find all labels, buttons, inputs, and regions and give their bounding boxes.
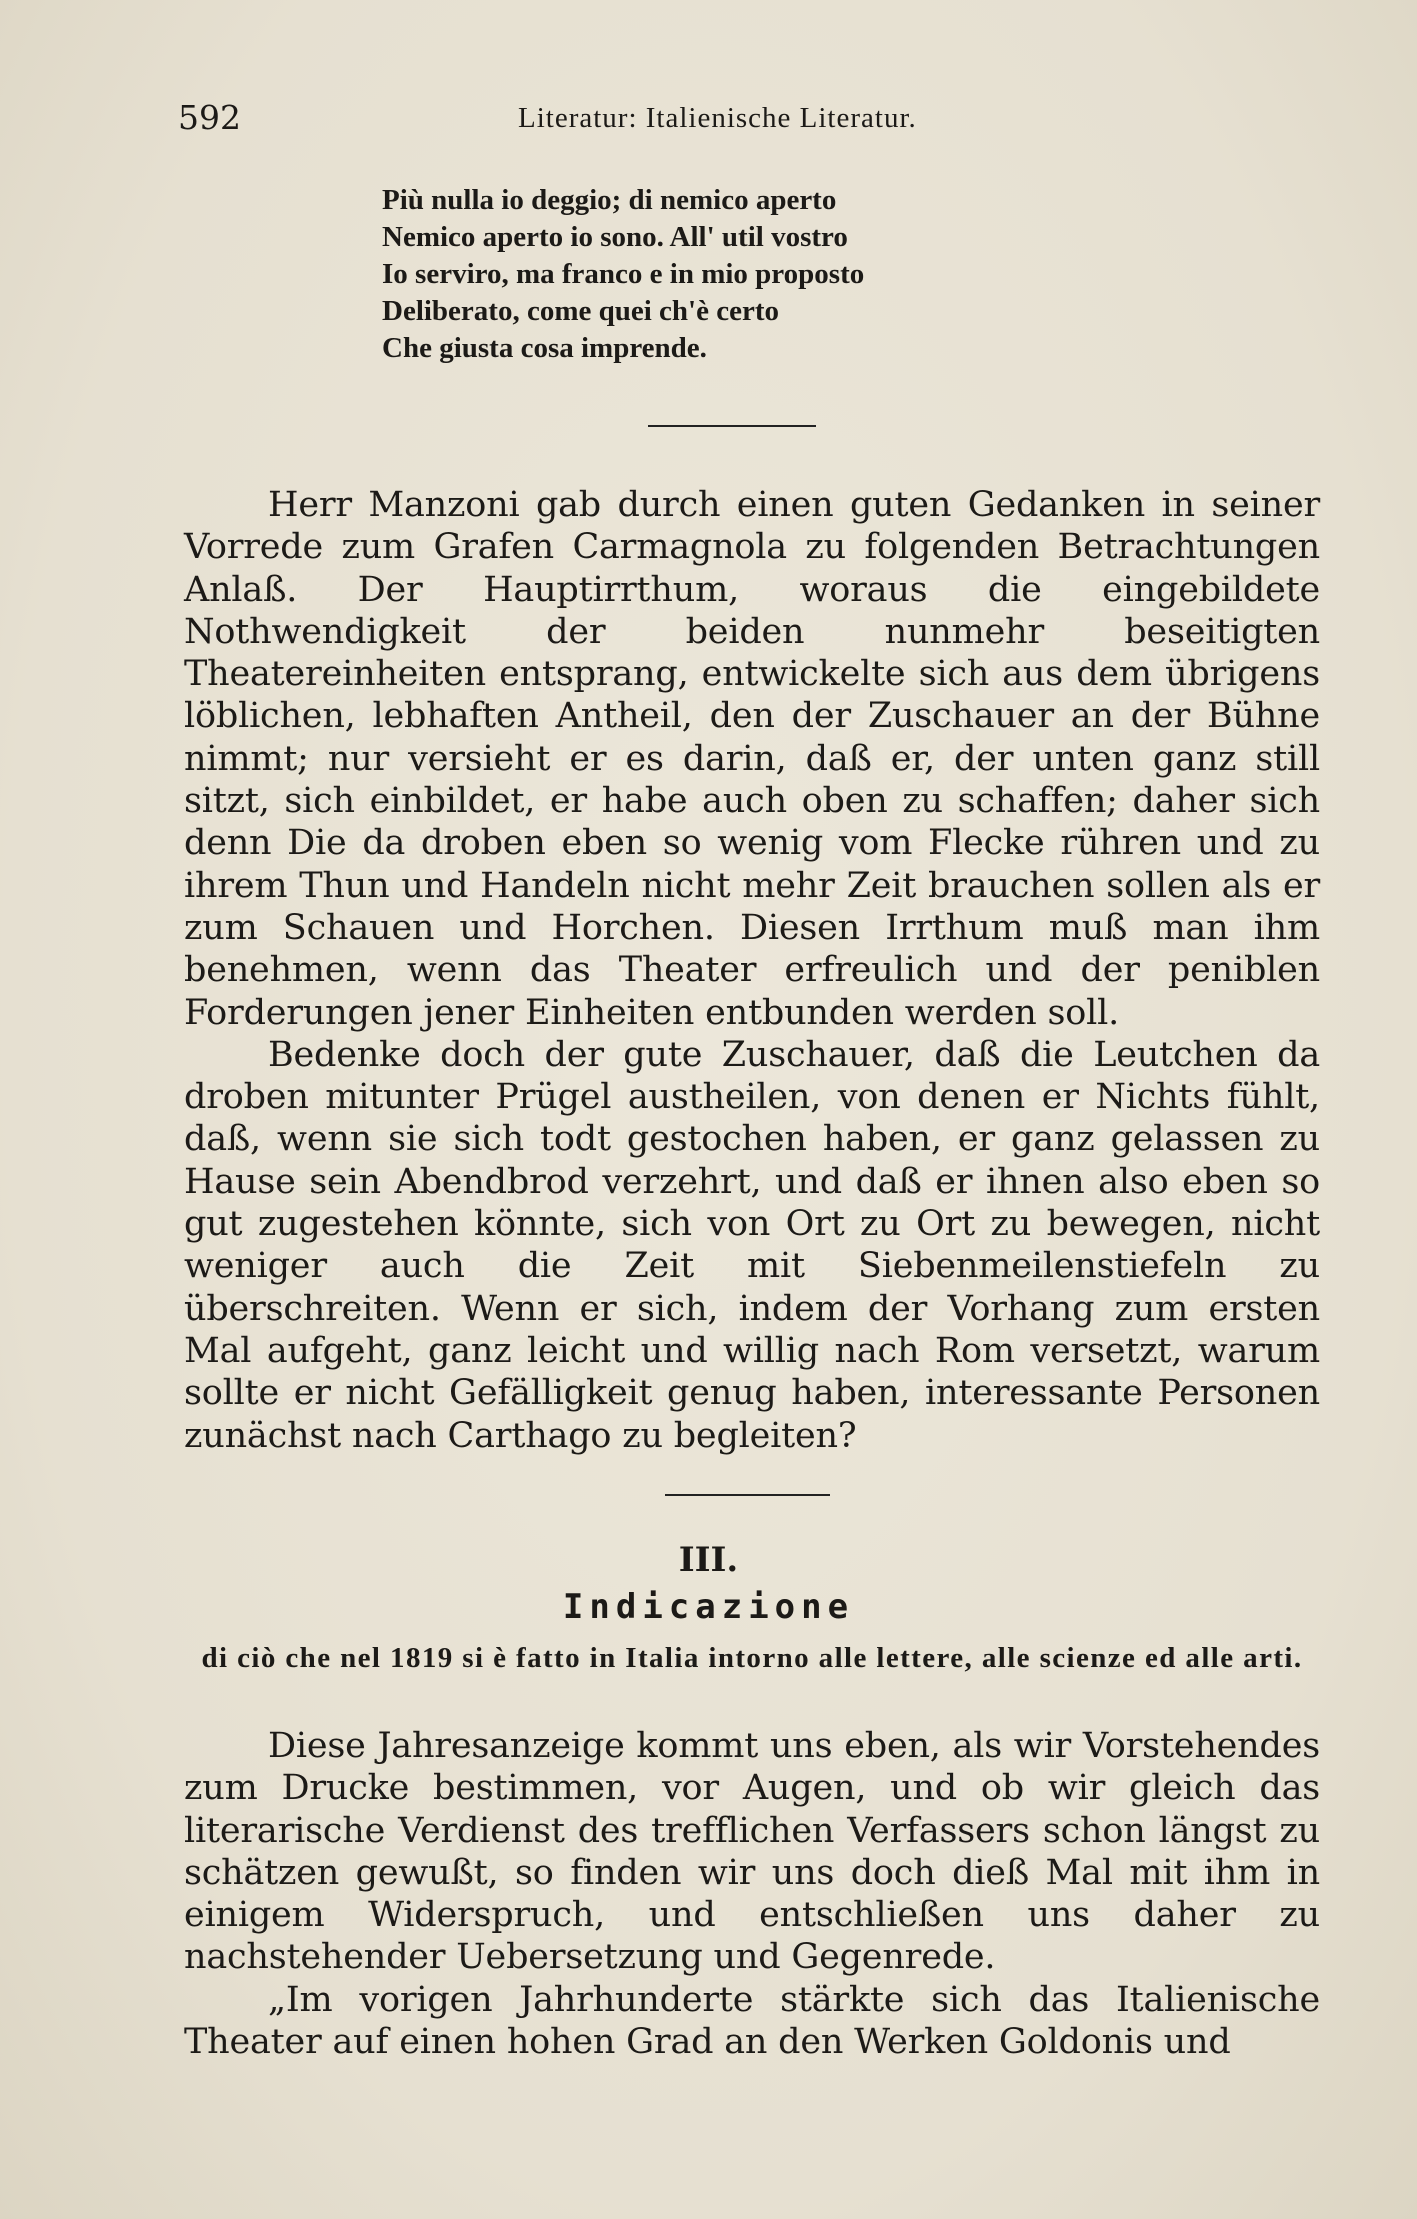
section-subtitle: di ciò che nel 1819 si è fatto in Italia intorno alle lettere, alle scienze ed alle arti. bbox=[201, 1642, 1303, 1674]
section-divider bbox=[665, 1494, 830, 1496]
poem-line: Più nulla io deggio; di nemico aperto bbox=[382, 184, 837, 216]
paragraph: Diese Jahresanzeige kommt uns eben, als wir Vorstehendes zum Drucke bestimmen, vor Augen, und ob wir gleich das literarische Verdienst des trefflichen Verfassers schon längst zu schätzen gewußt, so finden wir uns doch dieß Mal mit ihm in einigem Widerspruch, und entschließen uns daher zu nachstehender Uebersetzung und Gegenrede. bbox=[184, 1726, 1320, 1978]
poem-line: Nemico aperto io sono. All' util vostro bbox=[382, 221, 848, 253]
section-body-text bbox=[184, 1725, 1320, 2063]
running-head bbox=[178, 98, 1318, 138]
body-text bbox=[184, 484, 1320, 1457]
poem-line: Che giusta cosa imprende. bbox=[382, 332, 707, 364]
poem-line: Deliberato, come quei ch'è certo bbox=[382, 295, 779, 327]
section-numeral: III. bbox=[678, 1540, 739, 1580]
poem-line: Io serviro, ma franco e in mio proposto bbox=[382, 258, 865, 290]
paragraph: Herr Manzoni gab durch einen guten Gedanken in seiner Vorrede zum Grafen Carmagnola zu folgenden Betrachtungen Anlaß. Der Hauptirrthum, woraus die eingebildete Nothwendigkeit der beiden nunmehr beseitigten Theatereinheiten entsprang, entwickelte sich aus dem übrigens löblichen, lebhaften Antheil, den der Zuschauer an der Bühne nimmt; nur versieht er es darin, daß er, der unten ganz still sitzt, sich einbildet, er habe auch oben zu schaffen; daher sich denn Die da droben eben so wenig vom Flecke rühren und zu ihrem Thun und Handeln nicht mehr Zeit brauchen sollen als er zum Schauen und Horchen. Diesen Irrthum muß man ihm benehmen, wenn das Theater erfreulich und der peniblen Forderungen jener Einheiten entbunden werden soll. bbox=[184, 485, 1320, 1033]
section-divider bbox=[648, 425, 816, 427]
poem-quotation bbox=[382, 182, 1082, 367]
section-title: Indicazione bbox=[562, 1587, 855, 1627]
running-title: Literatur: Italienische Literatur. bbox=[518, 102, 917, 134]
paragraph: „Im vorigen Jahrhunderte stärkte sich das Italienische Theater auf einen hohen Grad an den Werken Goldonis und bbox=[184, 1979, 1320, 2063]
page-number: 592 bbox=[178, 98, 241, 137]
paragraph: Bedenke doch der gute Zuschauer, daß die Leutchen da droben mitunter Prügel austheilen, von denen er Nichts fühlt, daß, wenn sie sich todt gestochen haben, er ganz gelassen zu Hause sein Abendbrod verzehrt, und daß er ihnen also eben so gut zugestehen könnte, sich von Ort zu Ort zu bewegen, nicht weniger auch die Zeit mit Siebenmeilenstiefeln zu überschreiten. Wenn er sich, indem der Vorhang zum ersten Mal aufgeht, ganz leicht und willig nach Rom versetzt, warum sollte er nicht Gefälligkeit genug haben, interessante Personen zunächst nach Carthago zu begleiten? bbox=[184, 1034, 1320, 1456]
